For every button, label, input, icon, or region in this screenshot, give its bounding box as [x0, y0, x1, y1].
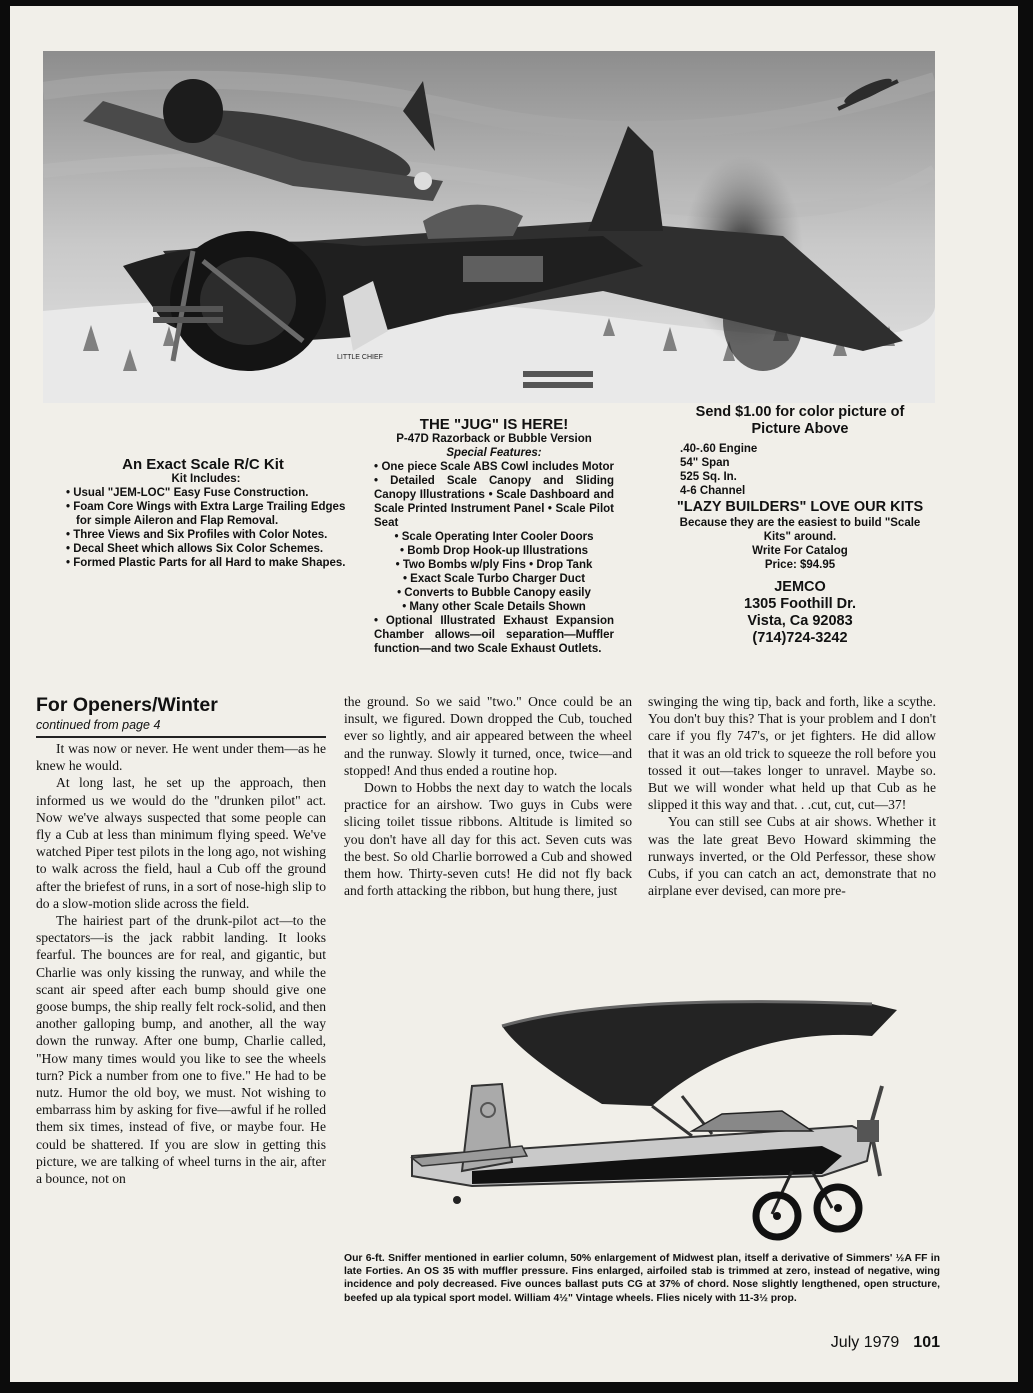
page-number: 101 — [913, 1334, 940, 1351]
paragraph: Down to Hobbs the next day to watch the locals practice for an airshow. Two guys in Cubs were slicing toilet tissue ribbons. Altitude is limited so you don't have all day for this act. Seven cuts was the best. So old Charlie borrowed a Cub and showed them how. Thirty-seven cuts! He did not fly back and forth attacking the ribbon, but hung there, just — [344, 780, 632, 899]
company-phone: (714)724-3242 — [752, 630, 848, 646]
nose-art-label: LITTLE CHIEF — [337, 354, 383, 361]
page-footer — [831, 1334, 940, 1352]
jug-item: • Bomb Drop Hook-up Illustrations — [399, 545, 589, 557]
jug-version: P-47D Razorback or Bubble Version — [396, 433, 592, 445]
p47-illustration — [43, 51, 935, 403]
kit-features — [66, 458, 346, 570]
price-text: Price: $94.95 — [764, 559, 836, 571]
spec-item: 525 Sq. In. — [680, 471, 737, 483]
paragraph: You can still see Cubs at air shows. Whether it was the late great Bevo Howard skimming the runways inverted, or the Old Perfessor, these show Cubs, if you can catch an act, demonstrate that no airplane ever devised, can more pre- — [648, 814, 936, 899]
spec-item: .40-.60 Engine — [680, 443, 758, 455]
jug-item: • Two Bombs w/ply Fins • Drop Tank — [395, 559, 593, 571]
jug-item: • Exact Scale Turbo Charger Duct — [402, 573, 586, 585]
send-headline: Send $1.00 for color picture of Picture Above — [695, 404, 905, 437]
article-column-1 — [36, 740, 326, 1187]
because-text: Because they are the easiest to build "Scale Kits" around. — [679, 517, 921, 543]
paragraph: the ground. So we said "two." Once could be an insult, we figured. Down dropped the Cub, touched ever so lightly, and air appeared between the wheel and the runway. Slowly it turned, once, twice—and stopped! And thus ended a routine hop. — [344, 694, 632, 778]
kit-item: • Decal Sheet which allows Six Color Schemes. — [66, 543, 324, 555]
continued-note: continued from page 4 — [36, 718, 161, 732]
spec-item: 54" Span — [680, 457, 730, 469]
spec-list — [680, 442, 930, 498]
jug-title: THE "JUG" IS HERE! — [419, 416, 569, 433]
issue-date: July 1979 — [830, 1334, 900, 1351]
company-name: JEMCO — [774, 579, 826, 595]
jug-exhaust: • Optional Illustrated Exhaust Expansion Chamber allows—oil separation—Muffler function—and two Scale Exhaust Outlets. — [374, 615, 614, 655]
kit-list — [66, 486, 346, 570]
catalog-text: Write For Catalog — [752, 545, 848, 557]
jug-features — [374, 418, 614, 656]
jug-features-text: • One piece Scale ABS Cowl includes Motor • Detailed Scale Canopy and Sliding Canopy Illustrations • Scale Dashboard and Scale Printed Instrument Panel • Scale Pilot Seat — [374, 461, 614, 529]
order-info — [670, 404, 930, 647]
article-title: For Openers/Winter — [36, 694, 218, 716]
magazine-page — [10, 6, 1018, 1382]
photo-caption: Our 6-ft. Sniffer mentioned in earlier column, 50% enlargement of Midwest plan, itself a derivative of Simmers' ½A FF in late Forties. An OS 35 with muffler pressure. Fins enlarged, airfoiled stab is trimmed at zero, instead of negative, wing incidence and poly decreased. Five ounces ballast puts CG at 37% of chord. Nose slightly lengthened, open structure, beefed up ala typical sport model. William 4½" Vintage wheels. Flies nicely with 11-3½ prop. — [344, 1253, 940, 1304]
jug-item: • Many other Scale Details Shown — [402, 601, 586, 613]
spec-item: 4-6 Channel — [680, 485, 746, 497]
lazy-builders: "LAZY BUILDERS" LOVE OUR KITS — [676, 499, 924, 515]
kit-title: An Exact Scale R/C Kit — [122, 456, 284, 473]
kit-item: • Usual "JEM-LOC" Easy Fuse Construction. — [66, 487, 309, 499]
title-rule — [36, 736, 326, 738]
jug-special-label: Special Features: — [446, 447, 542, 459]
paragraph: It was now or never. He went under them—as he knew he would. — [36, 741, 326, 774]
paragraph: The hairiest part of the drunk-pilot act—to the spectators—is the jack rabbit landing. It looks fearful. The bounces are for real, and gigantic, but Charlie was only kissing the runway, and while the scant air speed after each bump should give one goose bumps, the ship really felt rock-solid, and then another galloping bump, and another, all the way down the runway. After one bump, Charlie called, "How many times would you like to see the wheels turn? Pick a number from one to five." He had to be nutz. Humor the old boy, we must. Not wishing to embarrass him by asking for five—awful if he rolled them six times, instead of five, or maybe four. He could be shattered. If you are slow in getting this picture, we are talking of wheel turns in the air, after a bounce, not on — [36, 913, 326, 1187]
jug-item: • Converts to Bubble Canopy easily — [397, 587, 591, 599]
company-street: 1305 Foothill Dr. — [744, 596, 856, 612]
article-column-3 — [648, 693, 936, 899]
article-column-2 — [344, 693, 632, 899]
model-plane-drawing — [352, 986, 942, 1248]
p47-artwork — [43, 51, 935, 403]
kit-item: • Foam Core Wings with Extra Large Trailing Edges for simple Aileron and Flap Removal. — [66, 501, 346, 527]
kit-subtitle: Kit Includes: — [171, 473, 241, 485]
sniffer-photo — [352, 986, 942, 1248]
kit-item: • Three Views and Six Profiles with Color Notes. — [66, 529, 328, 541]
company-city: Vista, Ca 92083 — [747, 613, 853, 629]
paragraph: At long last, he set up the approach, then informed us we would do the "drunken pilot" act. Now we've always suspected that some people can fly a Cub at less than minimum flying speed. We've watched Piper test pilots in the long ago, not wishing to walk across the field, haul a Cub off the ground after the briefest of runs, in a sort of nose-high slip to do a slow-motion slide across the field. — [36, 775, 326, 911]
jug-item: • Scale Operating Inter Cooler Doors — [394, 531, 594, 543]
paragraph: swinging the wing tip, back and forth, like a scythe. You don't buy this? That is your problem and I don't care if you fly 747's, or jet fighters. He did allow that it was an old trick to squeeze the roll before you tossed it out—takes longer to unravel. Maybe so. But we will wonder what held up that Cub as he slipped it this way and that. . .cut, cut, cut—37! — [648, 694, 936, 813]
kit-item: • Formed Plastic Parts for all Hard to make Shapes. — [66, 557, 346, 569]
